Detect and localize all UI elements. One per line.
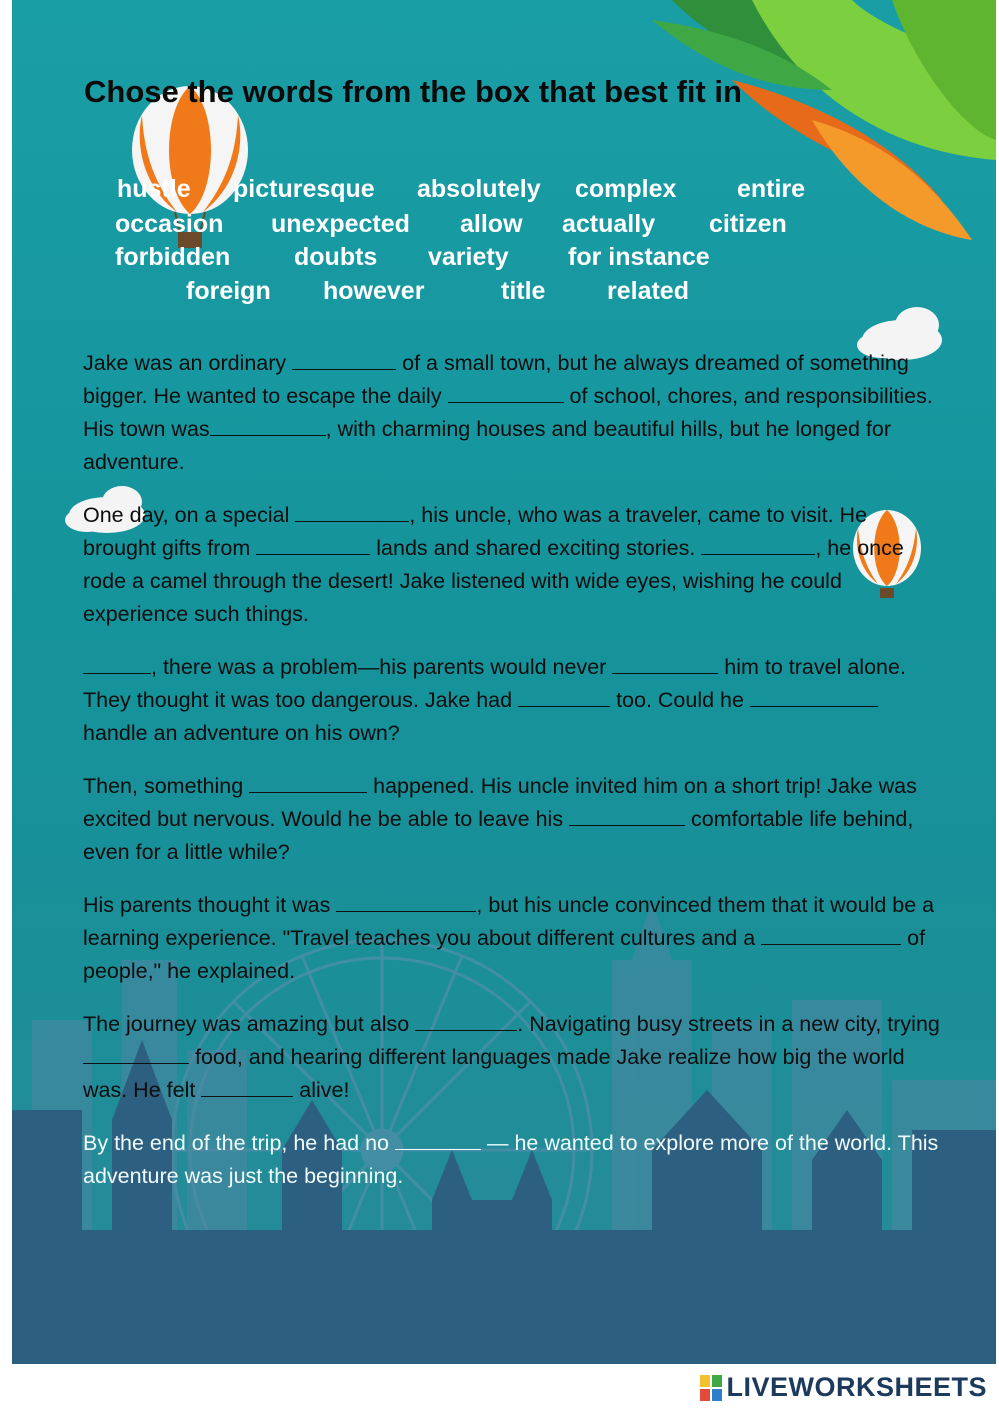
- logo-block: [700, 1389, 710, 1401]
- story-paragraph-6: [83, 1008, 943, 1107]
- palm-leaves-decoration: [652, 0, 996, 240]
- story-paragraph-4: [83, 770, 943, 869]
- answer-blank[interactable]: [336, 894, 476, 912]
- word-box-item: however: [323, 277, 425, 305]
- story-text-segment: too. Could he: [616, 688, 744, 712]
- word-box-item: title: [501, 277, 546, 305]
- answer-blank[interactable]: [83, 1046, 189, 1064]
- word-box-item: actually: [562, 210, 656, 238]
- logo-block: [700, 1375, 710, 1387]
- word-box-item: hustle: [117, 175, 191, 203]
- answer-blank[interactable]: [395, 1132, 481, 1150]
- word-box-item: entire: [737, 175, 806, 203]
- story-text-segment: , with charming houses and beautiful hills, but he longed for adventure.: [83, 417, 891, 474]
- story-text-segment: of a small town, but he always dreamed of something bigger. He wanted to escape the daily: [83, 351, 909, 408]
- story-text-segment: of people," he explained.: [83, 926, 926, 983]
- answer-blank[interactable]: [201, 1079, 293, 1097]
- word-box-item: citizen: [709, 210, 787, 238]
- answer-blank[interactable]: [295, 504, 409, 522]
- answer-blank[interactable]: [415, 1013, 517, 1031]
- answer-blank[interactable]: [292, 352, 396, 370]
- word-box-item: absolutely: [417, 175, 541, 203]
- logo-mark-icon: [700, 1375, 722, 1401]
- word-box-item: doubts: [294, 243, 378, 271]
- story-text-segment: , his uncle, who was a traveler, came to visit. He brought gifts from: [83, 503, 868, 560]
- story-text-segment: , there was a problem—his parents would never: [151, 655, 607, 679]
- word-box-item: for instance: [568, 243, 710, 271]
- story-text-segment: food, and hearing different languages made Jake realize how big the world was. He felt: [83, 1045, 905, 1102]
- story-paragraph-2: [83, 499, 943, 631]
- answer-blank[interactable]: [210, 418, 326, 436]
- story-text-segment: His parents thought it was: [83, 893, 331, 917]
- word-box-item: unexpected: [271, 210, 410, 238]
- logo-block: [712, 1389, 722, 1401]
- word-box-item: related: [607, 277, 689, 305]
- answer-blank[interactable]: [448, 385, 564, 403]
- story-text-segment: comfortable life behind, even for a little while?: [83, 807, 914, 864]
- story-text-segment: , but his uncle convinced them that it would be a learning experience. "Travel teaches you about different cultures and a: [83, 893, 935, 950]
- story-paragraph-1: [83, 347, 943, 479]
- word-box-item: complex: [575, 175, 677, 203]
- story-paragraph-7: [83, 1127, 943, 1193]
- story-text-segment: happened. His uncle invited him on a short trip! Jake was excited but nervous. Would he be able to leave his: [83, 774, 917, 831]
- answer-blank[interactable]: [701, 537, 815, 555]
- story-text-segment: The journey was amazing but also: [83, 1012, 410, 1036]
- story-text-segment: One day, on a special: [83, 503, 290, 527]
- answer-blank[interactable]: [83, 656, 151, 674]
- story-text-segment: him to travel alone. They thought it was too dangerous. Jake had: [83, 655, 906, 712]
- story-text-segment: — he wanted to explore more of the world. This adventure was just the beginning.: [83, 1131, 939, 1188]
- answer-blank[interactable]: [612, 656, 718, 674]
- story-text: [83, 347, 943, 1213]
- word-box-item: variety: [428, 243, 509, 271]
- word-box-item: forbidden: [115, 243, 231, 271]
- word-box-item: foreign: [186, 277, 271, 305]
- story-text-segment: . Navigating busy streets in a new city, trying: [517, 1012, 940, 1036]
- answer-blank[interactable]: [569, 808, 685, 826]
- story-text-segment: Jake was an ordinary: [83, 351, 287, 375]
- word-box-item: allow: [460, 210, 523, 238]
- liveworksheets-logo: [700, 1372, 987, 1403]
- worksheet-page: [12, 0, 996, 1364]
- word-box-item: occasion: [115, 210, 224, 238]
- story-text-segment: lands and shared exciting stories.: [376, 536, 696, 560]
- answer-blank[interactable]: [249, 775, 367, 793]
- logo-block: [712, 1375, 722, 1387]
- brand-name: LIVEWORKSHEETS: [726, 1372, 987, 1402]
- instructions-title: Chose the words from the box that best fit in: [84, 74, 742, 109]
- story-text-segment: handle an adventure on his own?: [83, 721, 400, 745]
- story-paragraph-5: [83, 889, 943, 988]
- word-box-item: picturesque: [233, 175, 375, 203]
- story-text-segment: of school, chores, and responsibilities. His town was: [83, 384, 933, 441]
- story-paragraph-3: [83, 651, 943, 750]
- story-text-segment: Then, something: [83, 774, 244, 798]
- answer-blank[interactable]: [518, 689, 610, 707]
- answer-blank[interactable]: [761, 927, 901, 945]
- answer-blank[interactable]: [750, 689, 878, 707]
- story-text-segment: By the end of the trip, he had no: [83, 1131, 389, 1155]
- story-text-segment: alive!: [299, 1078, 350, 1102]
- story-text-segment: , he once rode a camel through the desert! Jake listened with wide eyes, wishing he could experience such things.: [83, 536, 904, 626]
- answer-blank[interactable]: [256, 537, 370, 555]
